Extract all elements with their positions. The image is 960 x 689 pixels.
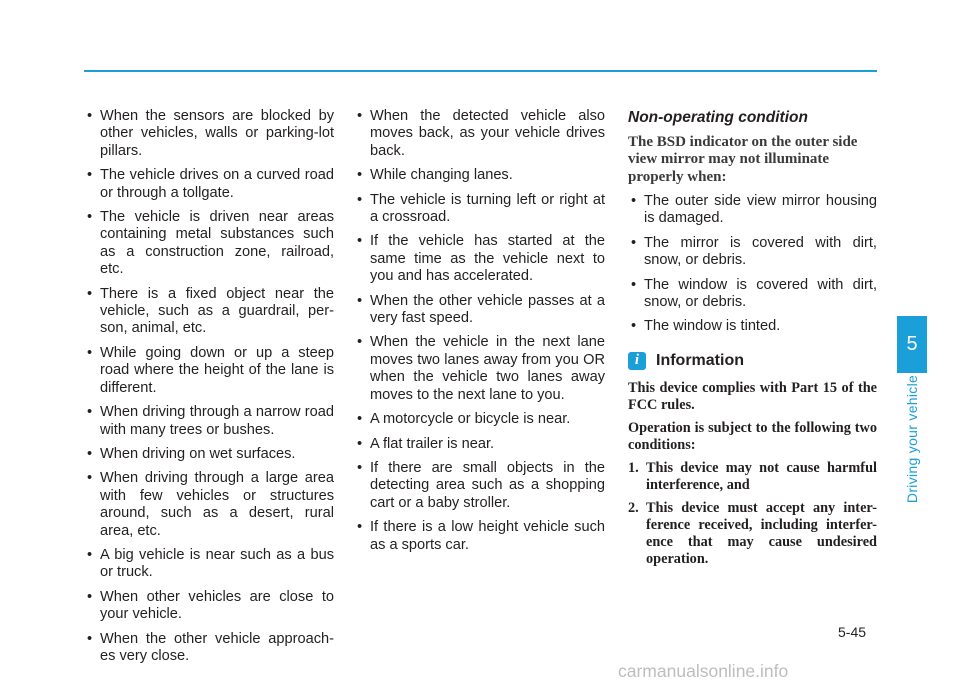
- item-number: 1.: [628, 459, 639, 476]
- info-paragraph: Operation is subject to the following two conditions:: [628, 419, 877, 453]
- list-item: • When driving through a large area with few vehicles or structures around, such as a desert, rural area, etc.: [84, 470, 334, 540]
- conditions-list-2: [354, 108, 605, 554]
- list-item: [628, 500, 877, 568]
- list-item: • While going down or up a steep road where the height of the lane is different.: [84, 345, 334, 397]
- page-number: 5-45: [838, 624, 867, 640]
- chapter-label: [897, 376, 927, 502]
- information-title: Information: [656, 351, 744, 369]
- list-item: • The mirror is covered with dirt, snow, or debris.: [628, 235, 877, 270]
- list-item: • When driving through a narrow road with many trees or bushes.: [84, 404, 334, 439]
- list-item: • The vehicle drives on a curved road or through a tollgate.: [84, 167, 334, 202]
- list-item: • If there is a low height vehicle such as a sports car.: [354, 519, 605, 554]
- list-item: • When other vehicles are close to your vehicle.: [84, 589, 334, 624]
- list-item: • A big vehicle is near such as a bus or truck.: [84, 547, 334, 582]
- item-text: This device may not cause harmful interference, and: [646, 459, 877, 493]
- item-text: This device must accept any inter-ference received, including interfer-ence that may cause undesired operation.: [646, 499, 877, 567]
- list-item: • The vehicle is driven near areas containing metal substances such as a construction zone, railroad, etc.: [84, 209, 334, 279]
- information-header: [628, 352, 877, 370]
- info-paragraph: This device complies with Part 15 of the FCC rules.: [628, 379, 877, 413]
- info-conditions-list: [628, 460, 877, 568]
- column-2: [354, 108, 605, 561]
- watermark: carmanualsonline.info: [618, 661, 789, 681]
- non-operating-list: [628, 193, 877, 336]
- list-item: • A motorcycle or bicycle is near.: [354, 411, 605, 428]
- list-item: • The window is tinted.: [628, 318, 877, 335]
- chapter-label-text: Driving your vehicle: [904, 374, 921, 504]
- list-item: • When the other vehicle approach-es very close.: [84, 631, 334, 666]
- list-item: [628, 460, 877, 494]
- list-item: • A flat trailer is near.: [354, 436, 605, 453]
- list-item: • While changing lanes.: [354, 167, 605, 184]
- list-item: • If there are small objects in the detecting area such as a shopping cart or a baby stroller.: [354, 460, 605, 512]
- section-title: Non-operating condition: [628, 109, 808, 126]
- list-item: • The window is covered with dirt, snow, or debris.: [628, 277, 877, 312]
- item-number: 2.: [628, 499, 639, 516]
- chapter-tab: 5: [897, 316, 927, 373]
- list-item: • There is a fixed object near the vehicle, such as a guardrail, per-son, animal, etc.: [84, 286, 334, 338]
- top-divider: [84, 70, 877, 72]
- column-1: [84, 108, 334, 672]
- conditions-list-1: [84, 108, 334, 665]
- section-intro: The BSD indicator on the outer side view mirror may not illuminate properly when:: [628, 134, 858, 185]
- list-item: • When the sensors are blocked by other vehicles, walls or parking-lot pillars.: [84, 108, 334, 160]
- list-item: • The vehicle is turning left or right at a crossroad.: [354, 192, 605, 227]
- list-item: • The outer side view mirror housing is damaged.: [628, 193, 877, 228]
- column-3: [628, 108, 877, 574]
- info-icon: i: [628, 352, 646, 370]
- list-item: • When driving on wet surfaces.: [84, 446, 334, 463]
- list-item: • If the vehicle has started at the same time as the vehicle next to you and has accelerated.: [354, 233, 605, 285]
- list-item: • When the other vehicle passes at a very fast speed.: [354, 293, 605, 328]
- list-item: • When the detected vehicle also moves back, as your vehicle drives back.: [354, 108, 605, 160]
- list-item: • When the vehicle in the next lane moves two lanes away from you OR when the vehicle two lanes away moves to the next lane to you.: [354, 334, 605, 404]
